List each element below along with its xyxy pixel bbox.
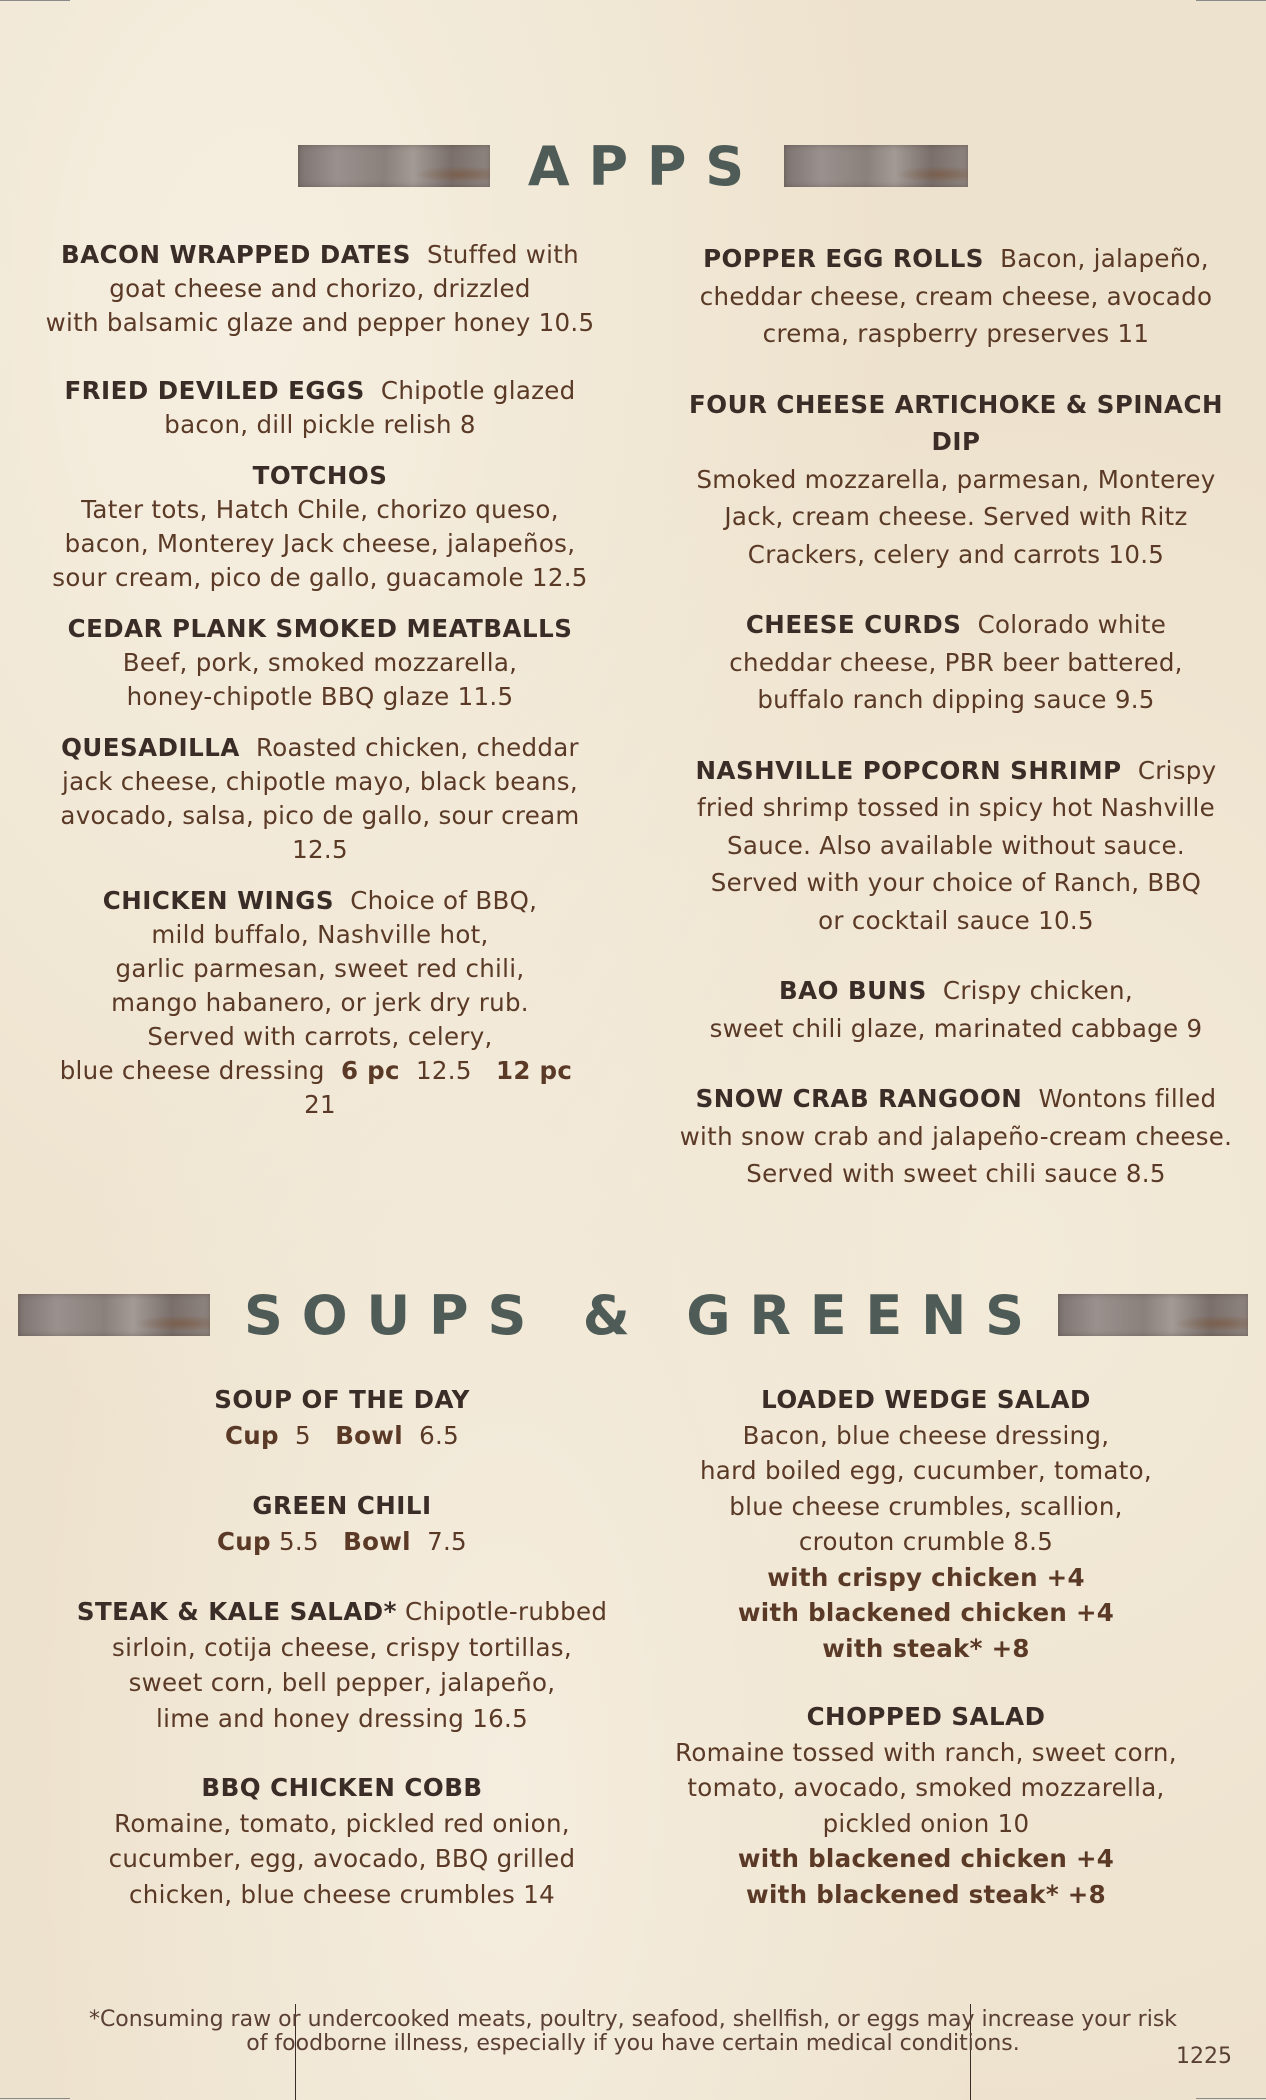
menu-item-soup-of-the-day: SOUP OF THE DAY Cup 5 Bowl 6.5 xyxy=(214,1385,470,1450)
menu-item-bao-buns: BAO BUNS Crispy chicken, sweet chili glaze, marinated cabbage 9 xyxy=(709,976,1203,1043)
crop-mark-top-left xyxy=(0,0,70,1)
menu-item-nashville-popcorn-shrimp: NASHVILLE POPCORN SHRIMP Crispy fried shrimp tossed in spicy hot Nashville Sauce. Also available without sauce. Served with your choice of Ranch, BBQ or cocktail sauce 10.5 xyxy=(695,755,1217,935)
food-safety-disclaimer: *Consuming raw or undercooked meats, poultry, seafood, shellfish, or eggs may increase your risk of foodborne illness, especially if you have certain medical conditions. xyxy=(88,2007,1178,2056)
menu-item-cedar-plank-smoked-meatballs: CEDAR PLANK SMOKED MEATBALLS Beef, pork, smoked mozzarella, honey-chipotle BBQ glaze 11.5 xyxy=(67,614,573,711)
crop-mark-bottom-right xyxy=(1196,2098,1266,2099)
wood-bar-right xyxy=(784,145,968,187)
menu-item-totchos: TOTCHOS Tater tots, Hatch Chile, chorizo queso, bacon, Monterey Jack cheese, jalapeños, sour cream, pico de gallo, guacamole 12.5 xyxy=(52,461,588,592)
wood-bar-left xyxy=(298,145,490,187)
wood-bar-left xyxy=(18,1294,210,1336)
soups-right-column xyxy=(666,1382,1186,1912)
soups-greens-title: S O U P S & G R E E N S xyxy=(244,1283,1024,1347)
crop-mark-top-right xyxy=(1196,0,1266,1)
page-code: 1225 xyxy=(1176,2044,1232,2069)
menu-item-green-chili: GREEN CHILI Cup 5.5 Bowl 7.5 xyxy=(217,1491,467,1556)
apps-heading xyxy=(0,134,1266,198)
menu-item-fried-deviled-eggs: FRIED DEVILED EGGS Chipotle glazed bacon, dill pickle relish 8 xyxy=(64,376,576,439)
wood-bar-right xyxy=(1058,1294,1248,1336)
apps-title: A P P S xyxy=(527,134,745,198)
menu-item-cheese-curds: CHEESE CURDS Colorado white cheddar cheese, PBR beer battered, buffalo ranch dipping sauce 9.5 xyxy=(729,610,1183,714)
menu-item-loaded-wedge-salad: LOADED WEDGE SALAD Bacon, blue cheese dressing, hard boiled egg, cucumber, tomato, blue cheese crumbles, scallion, crouton crumble 8.5 with crispy chicken +4 with blackened chicken +4 with steak* +8 xyxy=(699,1385,1153,1663)
menu-item-chicken-wings: CHICKEN WINGS Choice of BBQ, mild buffalo, Nashville hot, garlic parmesan, sweet red chili, mango habanero, or jerk dry rub. Served with carrots, celery, blue cheese dressing 6 pc 12.5 12 pc 21 xyxy=(59,886,573,1119)
soups-left-column xyxy=(62,1382,622,1912)
soups-greens-heading xyxy=(0,1285,1266,1345)
menu-item-popper-egg-rolls: POPPER EGG ROLLS Bacon, jalapeño, cheddar cheese, cream cheese, avocado crema, raspberry preserves 11 xyxy=(699,244,1213,348)
menu-item-bacon-wrapped-dates: BACON WRAPPED DATES Stuffed with goat cheese and chorizo, drizzled with balsamic glaze and pepper honey 10.5 xyxy=(45,240,595,337)
menu-item-chopped-salad: CHOPPED SALAD Romaine tossed with ranch, sweet corn, tomato, avocado, smoked mozzarella, pickled onion 10 with blackened chicken +4 with blackened steak* +8 xyxy=(675,1702,1177,1909)
menu-item-bbq-chicken-cobb: BBQ CHICKEN COBB Romaine, tomato, pickled red onion, cucumber, egg, avocado, BBQ grilled chicken, blue cheese crumbles 14 xyxy=(108,1773,576,1909)
apps-left-column xyxy=(40,238,600,1122)
menu-item-snow-crab-rangoon: SNOW CRAB RANGOON Wontons filled with snow crab and jalapeño-cream cheese. Served with sweet chili sauce 8.5 xyxy=(679,1084,1233,1188)
menu-item-quesadilla: QUESADILLA Roasted chicken, cheddar jack cheese, chipotle mayo, black beans, avocado, salsa, pico de gallo, sour cream 12.5 xyxy=(60,733,580,864)
apps-right-column xyxy=(666,240,1246,1193)
menu-item-steak-kale-salad: STEAK & KALE SALAD* Chipotle-rubbed sirloin, cotija cheese, crispy tortillas, sweet corn, bell pepper, jalapeño, lime and honey dressing 16.5 xyxy=(76,1597,608,1733)
menu-item-four-cheese-artichoke-spinach-dip: FOUR CHEESE ARTICHOKE & SPINACH DIP Smoked mozzarella, parmesan, Monterey Jack, cream cheese. Served with Ritz Crackers, celery and carrots 10.5 xyxy=(689,389,1223,569)
crop-mark-bottom-left xyxy=(0,2098,70,2099)
